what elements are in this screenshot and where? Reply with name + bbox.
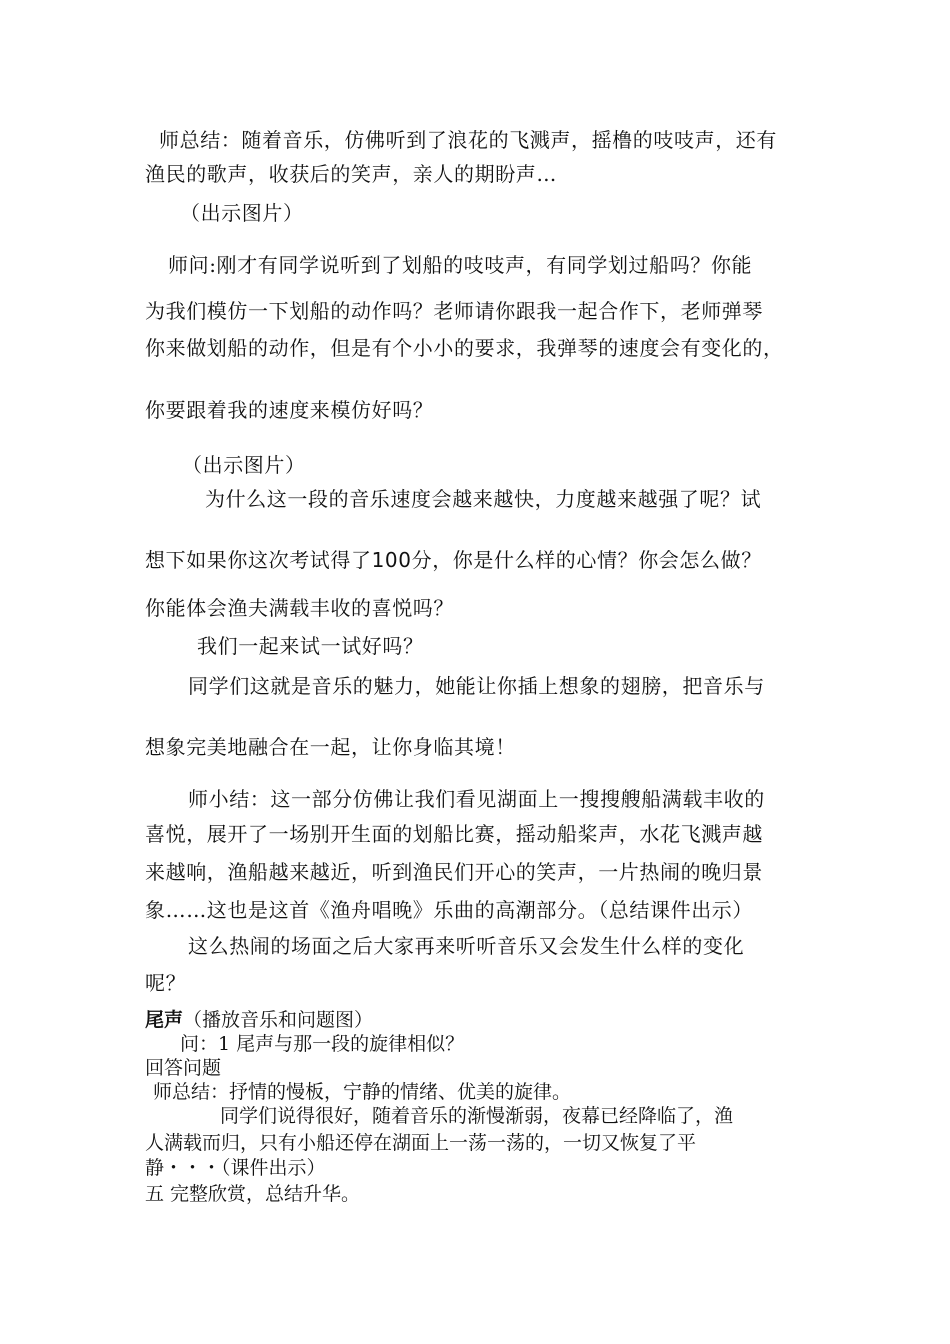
summary1-line-1: 师总结：随着音乐，仿佛听到了浪花的飞溅声，摇橹的吱吱声，还有 [159,128,777,152]
coda-ending-line-3: 静・・・（课件出示） [145,1157,326,1179]
question2-line-2 [145,548,762,572]
show-picture-note-2: （出示图片） [182,453,306,477]
question1-line-3: 你来做划船的动作，但是有个小小的要求，我弹琴的速度会有变化的， [145,336,784,360]
show-picture-note-1: （出示图片） [180,201,304,225]
summary1-line-2: 渔民的歌声，收获后的笑声，亲人的期盼声… [145,162,557,186]
coda-ending-line-2: 人满载而归，只有小船还停在湖面上一荡一荡的，一切又恢复了平 [145,1132,697,1154]
coda-heading-note: （播放音乐和问题图） [183,1009,374,1031]
summary2-line-4: 象……这也是这首《渔舟唱晚》乐曲的高潮部分。（总结课件出示） [145,898,753,922]
summary2-line-3: 来越响，渔船越来越近，听到渔民们开心的笑声，一片热闹的晚归景 [145,860,763,884]
try-together-line: 我们一起来试一试好吗？ [197,634,424,658]
coda-heading: 尾声 [145,1009,184,1031]
coda-question: 问：1 尾声与那一段的旋律相似？ [180,1033,465,1055]
question2-line-2-pre: 想下如果你这次考试得了 [145,548,372,572]
coda-answer: 回答问题 [145,1057,222,1079]
question2-line-3: 你能体会渔夫满载丰收的喜悦吗？ [145,596,454,620]
coda-heading-line [145,1009,373,1031]
question1-line-1: 师问:刚才有同学说听到了划船的吱吱声，有同学划过船吗？你能 [168,253,753,277]
question2-line-1: 为什么这一段的音乐速度会越来越快，力度越来越强了呢？试 [205,487,762,511]
score-number: 100 [371,548,412,572]
coda-ending-line-1: 同学们说得很好，随着音乐的渐慢渐弱，夜幕已经降临了，渔 [220,1105,734,1127]
question1-line-2: 为我们模仿一下划船的动作吗？老师请你跟我一起合作下，老师弹琴 [145,299,763,323]
summary2-line-2: 喜悦，展开了一场别开生面的划船比赛，摇动船桨声，水花飞溅声越 [145,822,763,846]
music-charm-line-2: 想象完美地融合在一起，让你身临其境！ [145,735,516,759]
transition-line-1: 这么热闹的场面之后大家再来听听音乐又会发生什么样的变化 [188,934,745,958]
transition-line-2: 呢？ [145,971,187,995]
summary2-line-1: 师小结：这一部分仿佛让我们看见湖面上一搜搜艘船满载丰收的 [188,787,765,811]
coda-summary: 师总结：抒情的慢板，宁静的情绪、优美的旋律。 [153,1081,572,1103]
section-five-heading: 五 完整欣赏，总结升华。 [145,1183,361,1205]
question1-line-4: 你要跟着我的速度来模仿好吗？ [145,398,434,422]
question2-line-2-post: 分，你是什么样的心情？你会怎么做？ [411,548,762,572]
music-charm-line-1: 同学们这就是音乐的魅力，她能让你插上想象的翅膀，把音乐与 [188,674,765,698]
